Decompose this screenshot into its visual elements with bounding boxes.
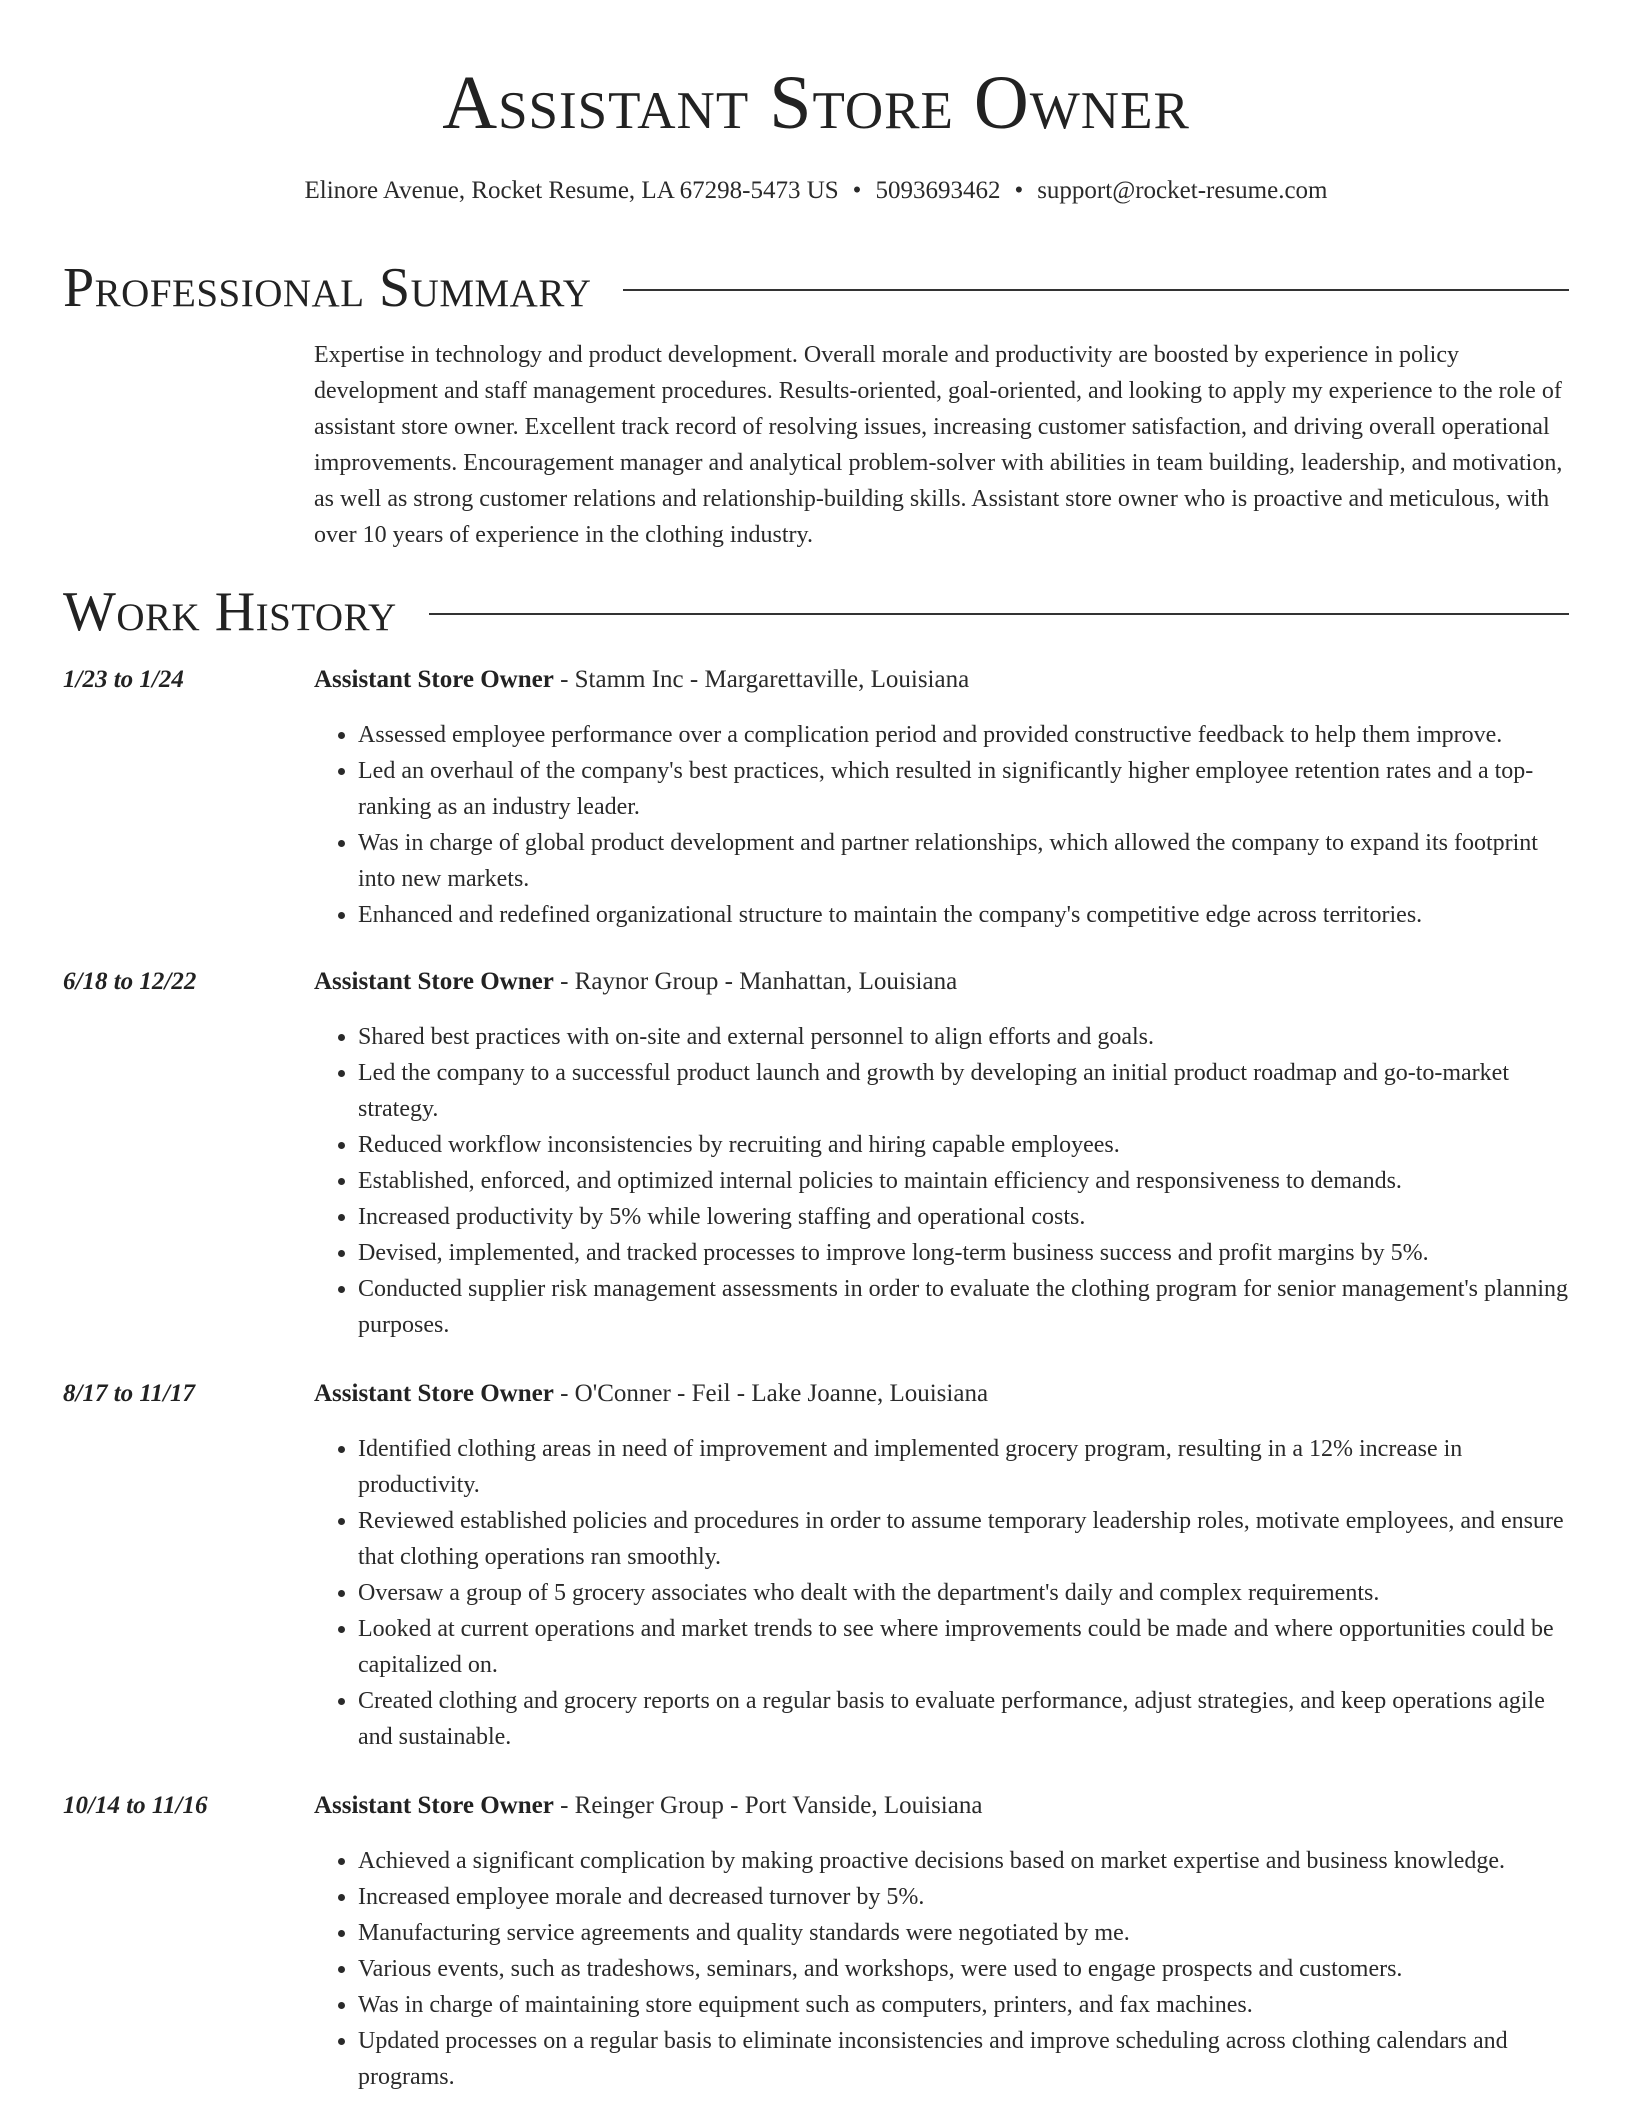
summary-heading: Professional Summary	[63, 257, 592, 319]
job-bullet: • Devised, implemented, and tracked processes to improve long-term business success and profit margins by 5%.	[358, 1235, 1570, 1271]
job-details: - Stamm Inc - Margarettaville, Louisiana	[553, 666, 970, 693]
job-bullet: • Conducted supplier risk management assessments in order to evaluate the clothing program for senior management's planning purposes.	[358, 1271, 1570, 1343]
contact-line	[0, 174, 1632, 208]
job-bullet: • Enhanced and redefined organizational structure to maintain the company's competitive edge across territories.	[358, 897, 1570, 933]
job-bullets	[314, 717, 1570, 933]
job-bullet: • Looked at current operations and market trends to see where improvements could be made and where opportunities could be capitalized on.	[358, 1611, 1570, 1683]
job-bullet: • Shared best practices with on-site and external personnel to align efforts and goals.	[358, 1019, 1570, 1055]
work-heading: Work History	[63, 581, 397, 643]
job-bullet: • Led the company to a successful product launch and growth by developing an initial product roadmap and go-to-market strategy.	[358, 1055, 1570, 1127]
job-bullet: • Increased productivity by 5% while lowering staffing and operational costs.	[358, 1199, 1570, 1235]
contact-phone: 5093693462	[875, 177, 1001, 204]
job-dates: 8/17 to 11/17	[63, 1380, 195, 1407]
job-bullet: • Manufacturing service agreements and quality standards were negotiated by me.	[358, 1915, 1570, 1951]
job-bullet: • Was in charge of maintaining store equipment such as computers, printers, and fax machines.	[358, 1987, 1570, 2023]
job-bullet: • Led an overhaul of the company's best practices, which resulted in significantly higher employee retention rates and a top-ranking as an industry leader.	[358, 753, 1570, 825]
job-bullet: • Increased employee morale and decreased turnover by 5%.	[358, 1879, 1570, 1915]
job-bullet: • Identified clothing areas in need of improvement and implemented grocery program, resulting in a 12% increase in productivity.	[358, 1431, 1570, 1503]
job-details: - Raynor Group - Manhattan, Louisiana	[553, 968, 958, 995]
job-bullet: • Oversaw a group of 5 grocery associates who dealt with the department's daily and complex requirements.	[358, 1575, 1570, 1611]
job-details: - O'Conner - Feil - Lake Joanne, Louisiana	[553, 1380, 989, 1407]
section-divider	[429, 613, 1569, 615]
job-details: - Reinger Group - Port Vanside, Louisiana	[553, 1792, 983, 1819]
job-bullet: • Reduced workflow inconsistencies by recruiting and hiring capable employees.	[358, 1127, 1570, 1163]
candidate-name: Assistant Store Owner	[442, 61, 1190, 145]
contact-separator: •	[852, 177, 862, 204]
job-title-line	[314, 663, 969, 697]
summary-text: Expertise in technology and product development. Overall morale and productivity are boosted by experience in policy development and staff management procedures. Results-oriented, goal-oriented, and looking to apply my experience to the role of assistant store owner. Excellent track record of resolving issues, increasing customer satisfaction, and driving overall operational improvements. Encouragement manager and analytical problem-solver with abilities in team building, leadership, and motivation, as well as strong customer relations and relationship-building skills. Assistant store owner who is proactive and meticulous, with over 10 years of experience in the clothing industry.	[314, 342, 1563, 548]
job-bullet: • Reviewed established policies and procedures in order to assume temporary leadership roles, motivate employees, and ensure that clothing operations ran smoothly.	[358, 1503, 1570, 1575]
job-bullet: • Was in charge of global product development and partner relationships, which allowed the company to expand its footprint into new markets.	[358, 825, 1570, 897]
job-role: Assistant Store Owner	[314, 1380, 554, 1407]
job-title-line	[314, 965, 957, 999]
job-bullet: • Achieved a significant complication by making proactive decisions based on market expertise and business knowledge.	[358, 1843, 1570, 1879]
job-title-line	[314, 1377, 988, 1411]
summary-section-header	[63, 255, 1569, 321]
section-divider	[623, 289, 1569, 291]
job-dates: 6/18 to 12/22	[63, 968, 197, 995]
job-bullet: • Various events, such as tradeshows, seminars, and workshops, were used to engage prospects and customers.	[358, 1951, 1570, 1987]
job-title-line	[314, 1789, 982, 1823]
job-bullet: • Established, enforced, and optimized internal policies to maintain efficiency and responsiveness to demands.	[358, 1163, 1570, 1199]
contact-email: support@rocket-resume.com	[1037, 177, 1328, 204]
job-role: Assistant Store Owner	[314, 1792, 554, 1819]
job-bullet: • Created clothing and grocery reports on a regular basis to evaluate performance, adjust strategies, and keep operations agile and sustainable.	[358, 1683, 1570, 1755]
contact-separator: •	[1014, 177, 1024, 204]
job-dates: 10/14 to 11/16	[63, 1792, 208, 1819]
contact-address: Elinore Avenue, Rocket Resume, LA 67298-5473 US	[304, 177, 839, 204]
job-role: Assistant Store Owner	[314, 666, 554, 693]
job-dates: 1/23 to 1/24	[63, 666, 184, 693]
job-bullet: • Assessed employee performance over a complication period and provided constructive feedback to help them improve.	[358, 717, 1570, 753]
job-bullets	[314, 1019, 1570, 1343]
job-bullets	[314, 1843, 1570, 2095]
job-bullets	[314, 1431, 1570, 1755]
work-section-header	[63, 579, 1569, 645]
job-bullet: • Updated processes on a regular basis to eliminate inconsistencies and improve scheduling across clothing calendars and programs.	[358, 2023, 1570, 2095]
job-role: Assistant Store Owner	[314, 968, 554, 995]
